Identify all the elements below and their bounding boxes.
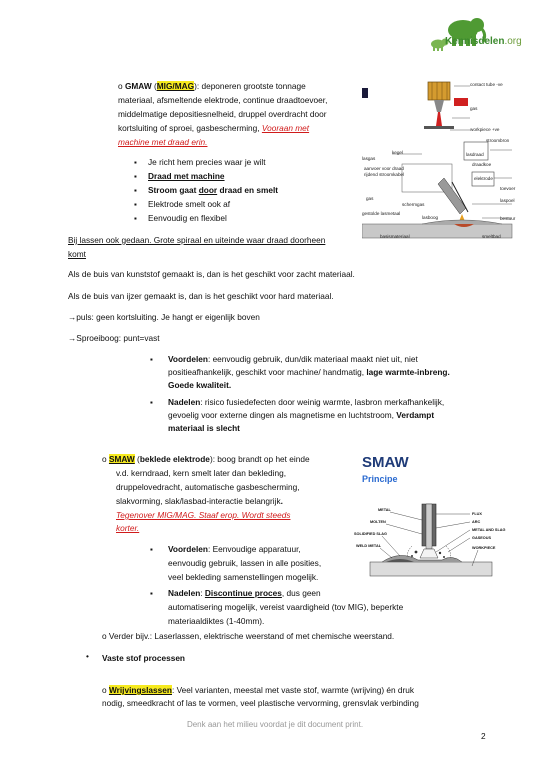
- voordelen-label: Voordelen: [168, 544, 208, 554]
- gmaw-diagram: contact tube -ve gas workpiece +ve stroombron kegel lasdraad draadkoe lasgas aanvoer voor draad rijdend stroomkabel elektrode gas schermgas toevoer laspoel gestolde lasmetaal bestuur smeltbad lasboog basismateriaal: [362, 78, 527, 246]
- gmaw-line-3: middelmatige depositiesnelheid, druppel overdracht door: [118, 109, 327, 119]
- smaw-figure: SMAW Principe METAL MOLTEN SOLIDIFIED SLAG WELD METAL FLUX ARC METAL AND SLAG GASEOUS WORKPIECE: [352, 454, 520, 586]
- gmaw-red-note-2: machine met draad erin.: [118, 137, 208, 147]
- gmaw-title: GMAW: [124, 81, 152, 91]
- bullet-dot: ▪: [134, 172, 137, 181]
- smaw-voordelen-line-2: eenvoudig gebruik, lassen in alle posities,: [168, 558, 322, 568]
- smaw-nadelen-line-3: materiaaldiktes (1-40mm).: [168, 616, 265, 626]
- verder-line: o Verder bijv.: Laserlassen, elektrische weerstand of met chemische weerstand.: [102, 631, 395, 641]
- smaw-nadelen-line-1: Nadelen: Discontinue proces, dus geen: [168, 588, 321, 598]
- paragraph-ijzer: Als de buis van ijzer gemaakt is, dan is het geschikt voor hard materiaal.: [68, 291, 334, 301]
- smaw-title: SMAW: [108, 454, 135, 464]
- gmaw-bullet-3: Stroom gaat door draad en smelt: [148, 185, 279, 195]
- gmaw-nadelen-line-3: materiaal is slecht: [168, 423, 240, 433]
- paragraph-lassen-2: komt: [68, 249, 86, 259]
- gmaw-bullet-4: Elektrode smelt ook af: [148, 199, 231, 209]
- smaw-line-2: v.d. kerndraad, kern smelt later dan bekleding,: [116, 468, 287, 478]
- smaw-voordelen-line-3: veel bekleding samenstellingen mogelijk.: [168, 572, 319, 582]
- smaw-subtitle: beklede elektrode: [139, 454, 210, 464]
- wrijving-line-2: nodig, smeedkracht of las te vormen, veel plastische vervorming, grensvlak verbinding: [102, 698, 419, 708]
- gmaw-bullet-5: Eenvoudig en flexibel: [148, 213, 227, 223]
- footer-note: Denk aan het milieu voordat je dit document print.: [186, 720, 364, 729]
- nadelen-label: Nadelen: [168, 397, 201, 407]
- gmaw-heading-line: o GMAW (MIG/MAG): deponeren grootste tonnage: [118, 81, 306, 91]
- smaw-voordelen-line-1: Voordelen: Eenvoudige apparatuur,: [168, 544, 301, 554]
- gmaw-voordelen-line-3: Goede kwaliteit.: [168, 380, 232, 390]
- smaw-red-note-1: Tegenover MIG/MAG. Staaf erop. Wordt steeds: [116, 510, 291, 520]
- paragraph-lassen-1: Bij lassen ook gedaan. Grote spiraal en uiteinde waar draad doorheen: [68, 235, 326, 245]
- site-logo: [425, 14, 535, 54]
- gmaw-bullet-2: Draad met machine: [148, 171, 225, 181]
- elephant-icon: [425, 14, 535, 54]
- vaste-stof-bullet: •: [86, 651, 89, 661]
- discontinue-proces: Discontinue proces: [204, 588, 282, 598]
- bullet-dot: ▪: [150, 589, 153, 598]
- wrijvingslassen-title: Wrijvingslassen: [108, 685, 172, 695]
- paragraph-puls: →puls: geen kortsluiting. Je hangt er eigenlijk boven: [68, 312, 260, 322]
- smaw-figure-title: SMAW: [362, 454, 409, 471]
- gmaw-red-note: Vooraan met: [261, 123, 310, 133]
- gmaw-line-2: materiaal, afsmeltende elektrode, continue draadtoevoer,: [118, 95, 328, 105]
- smaw-nadelen-line-2: automatisering mogelijk, vereist vaardigheid (tov MIG), beperkte: [168, 602, 404, 612]
- paragraph-sproeiboog: →Sproeiboog: punt=vast: [68, 333, 160, 343]
- bullet-dot: ▪: [134, 158, 137, 167]
- arrow-right-icon: →: [68, 333, 77, 343]
- vaste-stof-heading: Vaste stof processen: [102, 653, 186, 663]
- bullet-dot: ▪: [150, 355, 153, 364]
- logo-name: Kennisdelen: [445, 36, 505, 47]
- gmaw-voordelen-line-2: positieafhankelijk, geschikt voor machine/ handmatig, lage warmte-inbreng.: [168, 367, 450, 377]
- bullet-dot: ▪: [150, 398, 153, 407]
- bullet-dot: ▪: [134, 186, 137, 195]
- gmaw-nadelen-line-1: Nadelen: risico fusiedefecten door weinig warmte, lasbron merkafhankelijk,: [168, 397, 445, 407]
- gmaw-nadelen-line-2: gevoelig voor externe dingen als magnetisme en luchtstroom, Verdampt: [168, 410, 435, 420]
- smaw-red-note-2: korter.: [116, 523, 140, 533]
- logo-tld: .org: [504, 36, 522, 47]
- mig-mag-highlight: MIG/MAG: [156, 81, 195, 91]
- wrijving-heading-line: o Wrijvingslassen: Veel varianten, meestal met vaste stof, warmte (wrijving) én druk: [102, 685, 415, 695]
- gmaw-bullet-1: Je richt hem precies waar je wilt: [148, 157, 266, 167]
- voordelen-label: Voordelen: [168, 354, 208, 364]
- nadelen-label: Nadelen: [168, 588, 201, 598]
- bullet-dot: ▪: [134, 214, 137, 223]
- arrow-right-icon: →: [68, 312, 77, 322]
- bullet-dot: ▪: [134, 200, 137, 209]
- page-number: 2: [481, 731, 486, 741]
- paragraph-kunststof: Als de buis van kunststof gemaakt is, dan is het geschikt voor zacht materiaal.: [68, 269, 355, 279]
- smaw-heading-line: o SMAW (beklede elektrode): boog brandt op het einde: [102, 454, 310, 464]
- smaw-figure-subtitle: Principe: [362, 474, 398, 484]
- gmaw-line-4: kortsluiting of sproei, gasbescherming, Vooraan met: [118, 123, 310, 133]
- gmaw-voordelen-line-1: Voordelen: eenvoudig gebruik, dun/dik materiaal maakt niet uit, niet: [168, 354, 418, 364]
- smaw-line-3: druppelovedracht, automatische gasbescherming,: [116, 482, 300, 492]
- bullet-dot: ▪: [150, 545, 153, 554]
- smaw-line-4: slakvorming, slak/lasbad-interactie belangrijk.: [116, 496, 283, 506]
